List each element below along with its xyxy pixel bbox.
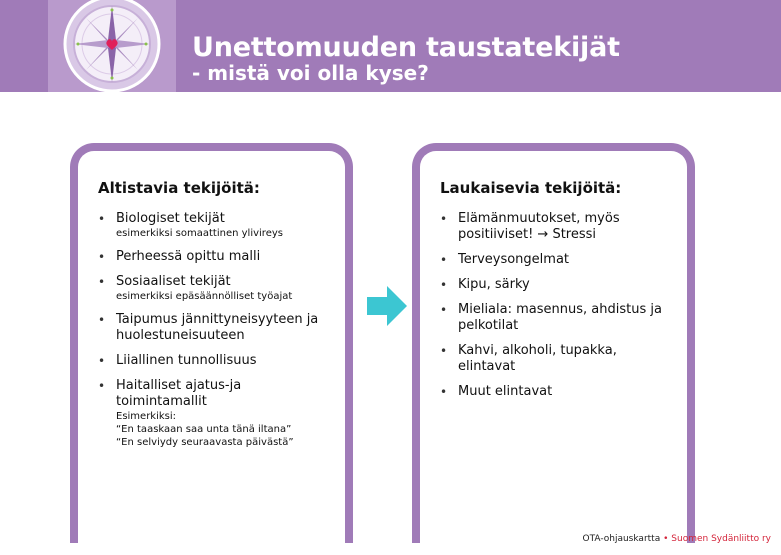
bullet-icon: • — [440, 253, 448, 267]
list-item — [440, 211, 673, 243]
item-example: esimerkiksi somaattinen ylivireys — [116, 228, 283, 239]
item-text: Kahvi, alkoholi, tupakka, elintavat — [458, 343, 617, 374]
compass-icon — [60, 0, 164, 92]
item-text: Sosiaaliset tekijät — [116, 274, 231, 289]
footer-credit — [583, 534, 772, 544]
card-heading: Altistavia tekijöitä: — [98, 179, 260, 197]
bullet-icon: • — [440, 385, 448, 399]
item-example: esimerkiksi epäsäännölliset työajat — [116, 291, 293, 302]
list-item — [98, 249, 331, 265]
item-text: Haitalliset ajatus-ja toimintamallit — [116, 378, 242, 409]
list-item — [98, 378, 331, 449]
item-text: Kipu, särky — [458, 277, 530, 292]
list-item — [440, 384, 673, 400]
page-title: Unettomuuden taustatekijät — [192, 32, 620, 63]
item-example-quote: “En taaskaan saa unta tänä iltana” — [116, 424, 292, 435]
list-item — [440, 252, 673, 268]
list-item — [98, 211, 331, 240]
list-item — [440, 343, 673, 375]
footer-organization: Suomen Sydänliitto ry — [671, 534, 771, 544]
item-example-quote: “En selviydy seuraavasta päivästä” — [116, 437, 294, 448]
list-item — [98, 353, 331, 369]
bullet-icon: • — [440, 303, 448, 317]
bullet-icon: • — [98, 354, 106, 368]
item-example-label: Esimerkiksi: — [116, 411, 177, 422]
footer-source: OTA-ohjauskartta — [582, 534, 661, 544]
card-heading: Laukaisevia tekijöitä: — [440, 179, 622, 197]
item-text: Elämänmuutokset, myös positiiviset! → Stressi — [458, 211, 620, 242]
predisposing-factors-card — [70, 143, 353, 543]
page-subtitle: - mistä voi olla kyse? — [192, 61, 429, 85]
item-text: Muut elintavat — [458, 384, 553, 399]
bullet-icon: • — [440, 344, 448, 358]
bullet-icon: • — [98, 313, 106, 327]
bullet-icon: • — [440, 278, 448, 292]
bullet-icon: • — [440, 212, 448, 226]
item-text: Taipumus jännittyneisyyteen ja huolestuneisuuteen — [116, 312, 319, 343]
item-text: Perheessä opittu malli — [116, 249, 261, 264]
list-item — [440, 277, 673, 293]
right-arrow-icon — [367, 286, 407, 326]
bullet-icon: • — [98, 379, 106, 393]
triggering-factors-card — [412, 143, 695, 543]
item-text: Terveysongelmat — [458, 252, 570, 267]
list-item — [440, 302, 673, 334]
item-text: Mieliala: masennus, ahdistus ja pelkotilat — [458, 302, 662, 333]
list-item — [98, 274, 331, 303]
bullet-icon: • — [98, 250, 106, 264]
item-text: Liiallinen tunnollisuus — [116, 353, 257, 368]
item-text: Biologiset tekijät — [116, 211, 225, 226]
footer-separator: • — [663, 534, 669, 544]
header-banner — [0, 0, 781, 92]
bullet-icon: • — [98, 212, 106, 226]
list-item — [98, 312, 331, 344]
bullet-icon: • — [98, 275, 106, 289]
